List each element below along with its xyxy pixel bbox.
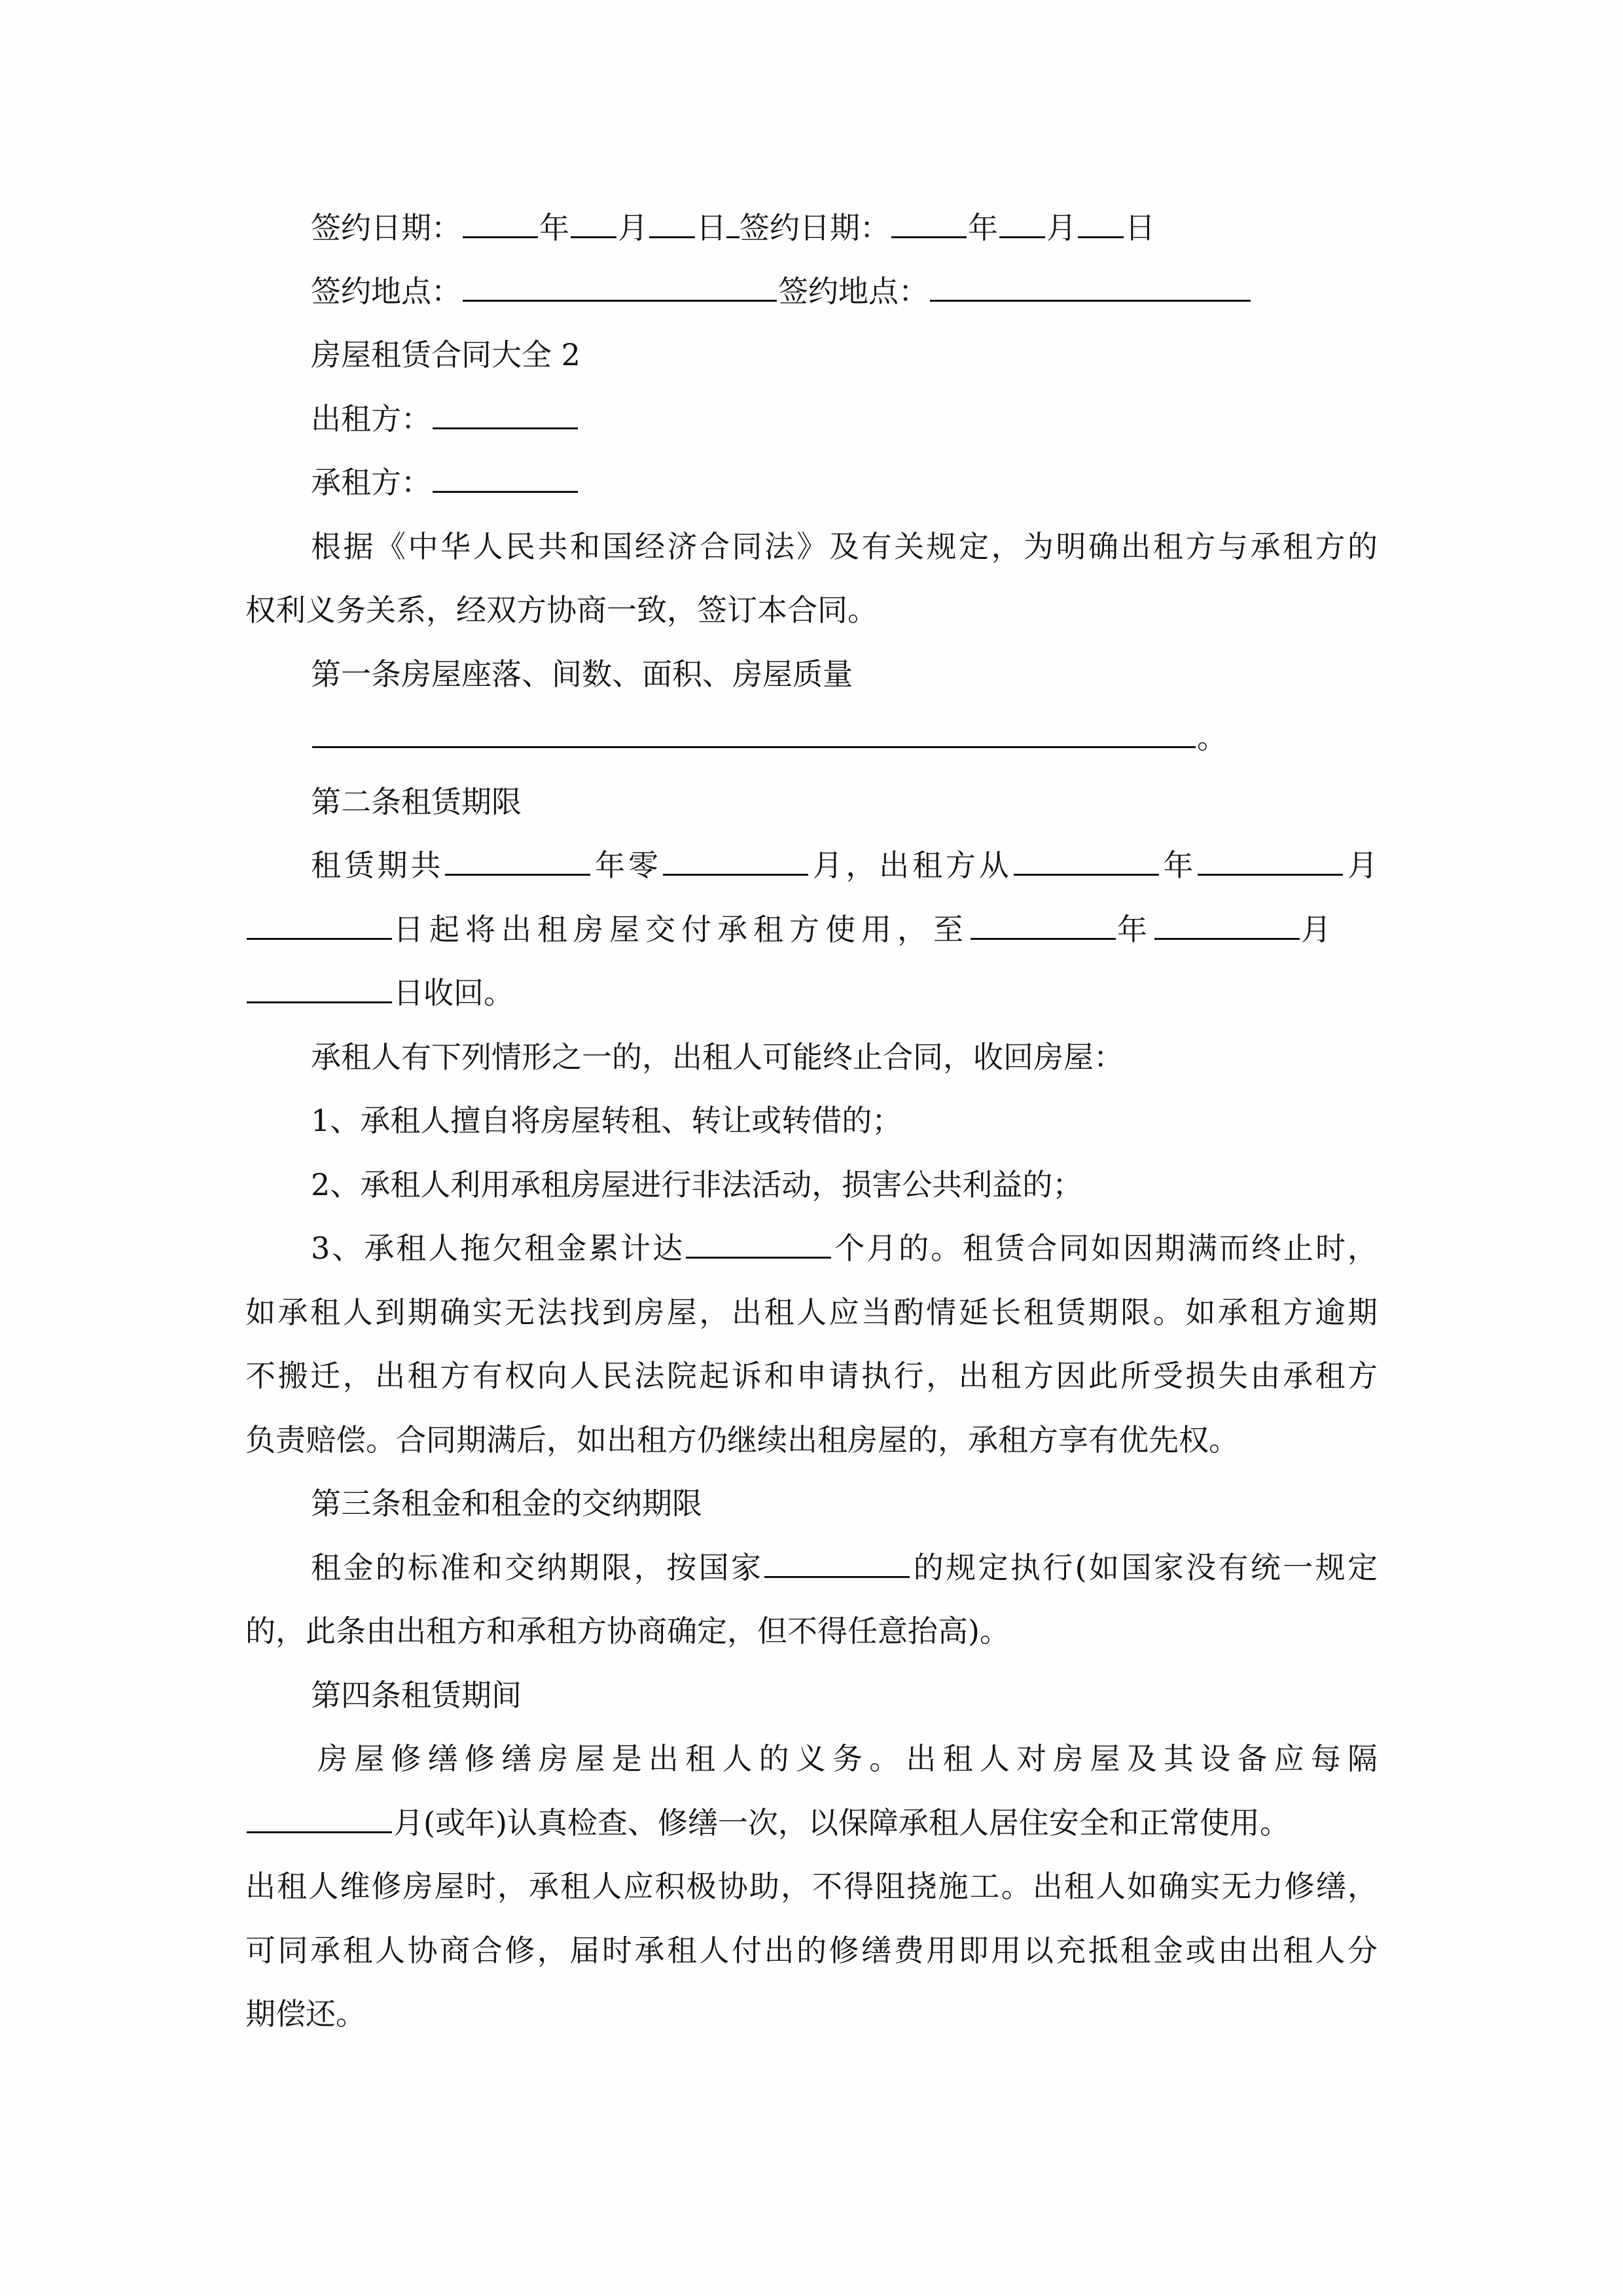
intro-line-1: 根据《中华人民共和国经济合同法》及有关规定，为明确出租方与承租方的 <box>311 529 1378 564</box>
blank-field[interactable] <box>247 910 392 940</box>
blank-field[interactable] <box>663 846 808 876</box>
article2-cont-3: 负责赔偿。合同期满后，如出租方仍继续出租房屋的，承租方享有优先权。 <box>245 1422 1239 1458</box>
blank-field[interactable] <box>1198 846 1343 876</box>
text: 月 <box>1344 848 1378 883</box>
article3-p2: 的，此条由出租方和承租方协商确定，但不得任意抬高)。 <box>245 1613 1010 1649</box>
signing-date-label: 签约日期： <box>311 210 461 245</box>
article4-p4: 可同承租人协商合修，届时承租人付出的修缮费用即用以充抵租金或由出租人分 <box>245 1933 1378 1968</box>
lessor-label: 出租方： <box>311 401 431 437</box>
signing-date-line <box>311 208 1378 247</box>
text: 年零 <box>592 848 662 883</box>
article2-heading: 第二条租赁期限 <box>311 784 522 819</box>
day-label: 日 <box>1125 210 1155 245</box>
text: 个月的。租赁合同如因期满而终止时， <box>832 1230 1378 1266</box>
article2-p1 <box>311 846 1378 885</box>
lessee-line <box>311 463 1378 502</box>
blank-field[interactable] <box>971 910 1116 940</box>
text: 日起将出租房屋交付承租方使用，至 <box>393 912 969 947</box>
text: 月 <box>1301 912 1337 947</box>
article1-blank-line <box>311 718 1378 757</box>
text: 年 <box>1117 912 1153 947</box>
text: 租金的标准和交纳期限，按国家 <box>311 1550 764 1585</box>
blank-field[interactable] <box>930 272 1251 302</box>
blank-field[interactable] <box>247 974 392 1003</box>
article4-p5: 期偿还。 <box>245 1996 366 2032</box>
intro-line-2: 权利义务关系，经双方协商一致，签订本合同。 <box>245 592 878 628</box>
blank-field[interactable] <box>891 209 967 238</box>
article2-p2 <box>245 910 1378 949</box>
year-label: 年 <box>539 210 569 245</box>
article4-p1: 房屋修缮修缮房屋是出租人的义务。出租人对房屋及其设备应每隔 <box>317 1741 1378 1776</box>
article2-cont-1: 如承租人到期确实无法找到房屋，出租人应当酌情延长租赁期限。如承租方逾期 <box>245 1295 1378 1330</box>
blank-field[interactable] <box>764 1549 910 1578</box>
blank-field[interactable] <box>463 272 777 302</box>
text: 3、承租人拖欠租金累计达 <box>311 1230 685 1266</box>
blank-field[interactable] <box>1078 209 1124 238</box>
blank-field[interactable] <box>433 463 578 493</box>
text: 月，出租方从 <box>809 848 1012 883</box>
conditions-intro: 承租人有下列情形之一的，出租人可能终止合同，收回房屋： <box>311 1039 1124 1075</box>
text: 的规定执行(如国家没有统一规定 <box>911 1550 1378 1585</box>
text: 月(或年)认真检查、修缮一次，以保障承租人居住安全和正常使用。 <box>393 1805 1290 1840</box>
condition-item-2: 2、承租人利用承租房屋进行非法活动，损害公共利益的； <box>311 1167 1083 1202</box>
document-title: 房屋租赁合同大全 2 <box>311 337 580 372</box>
article2-cont-2: 不搬迁，出租方有权向人民法院起诉和申请执行，出租方因此所受损失由承租方 <box>245 1358 1378 1393</box>
day-label: 日 <box>696 210 726 245</box>
blank-field[interactable] <box>726 209 740 238</box>
month-label: 月 <box>1046 210 1077 245</box>
article4-p2 <box>245 1803 1378 1842</box>
signing-date-label-2: 签约日期： <box>740 210 890 245</box>
signing-place-label-2: 签约地点： <box>778 274 929 309</box>
signing-place-label: 签约地点： <box>311 274 461 309</box>
month-label: 月 <box>618 210 648 245</box>
article1-heading: 第一条房屋座落、间数、面积、房屋质量 <box>311 656 853 692</box>
lessee-label: 承租方： <box>311 465 431 500</box>
blank-field[interactable] <box>649 209 695 238</box>
article2-p3 <box>245 973 1378 1013</box>
article4-p3: 出租人维修房屋时，承租人应积极协助，不得阻挠施工。出租人如确实无力修缮， <box>245 1869 1378 1904</box>
text: 租赁期共 <box>311 848 444 883</box>
blank-field[interactable] <box>999 209 1045 238</box>
article3-heading: 第三条租金和租金的交纳期限 <box>311 1486 702 1521</box>
blank-field[interactable] <box>1014 846 1159 876</box>
signing-place-line <box>311 272 1378 311</box>
condition-item-3 <box>311 1229 1378 1268</box>
lessor-line <box>311 399 1378 439</box>
blank-field[interactable] <box>571 209 616 238</box>
blank-field[interactable] <box>1154 910 1300 940</box>
blank-field[interactable] <box>445 846 590 876</box>
period: 。 <box>1197 720 1227 755</box>
blank-field[interactable] <box>312 719 1196 748</box>
text: 年 <box>1160 848 1197 883</box>
article3-p1 <box>311 1548 1378 1587</box>
blank-field[interactable] <box>463 209 538 238</box>
text: 日收回。 <box>393 975 514 1011</box>
article4-heading: 第四条租赁期间 <box>311 1677 522 1713</box>
blank-field[interactable] <box>686 1229 831 1259</box>
blank-field[interactable] <box>433 400 578 429</box>
year-label: 年 <box>968 210 998 245</box>
condition-item-1: 1、承租人擅自将房屋转租、转让或转借的； <box>311 1103 902 1138</box>
blank-field[interactable] <box>247 1804 392 1833</box>
